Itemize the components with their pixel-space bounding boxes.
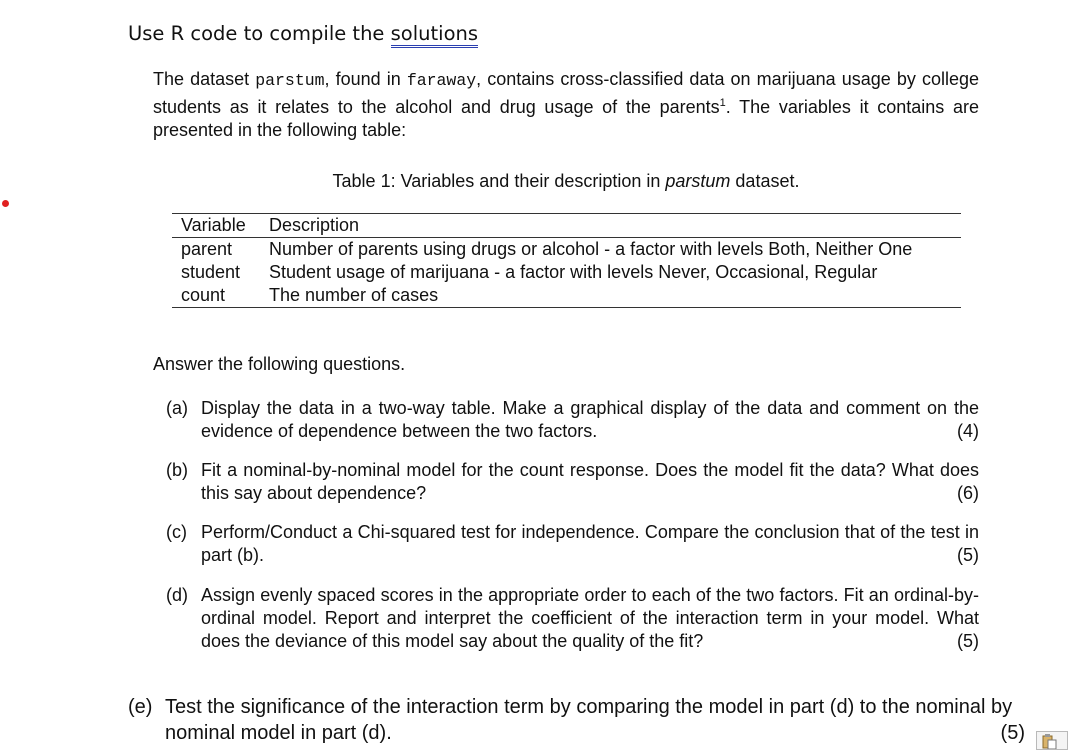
table-header-cell: Variable (172, 214, 260, 238)
table-cell: parent (181, 239, 233, 259)
intro-text-4: . The variables it contains are presented in the following table: (153, 97, 980, 140)
question-a (166, 397, 979, 443)
page-heading (128, 22, 478, 45)
table-header-cell: Description (260, 214, 961, 238)
table-header-row (172, 214, 961, 238)
question-label: (a) (166, 398, 188, 418)
table-caption (153, 171, 979, 192)
package-name-code: faraway (406, 71, 477, 90)
caption-prefix: Table 1: Variables and their description in (332, 171, 666, 191)
question-points: (5) (957, 631, 979, 651)
question-points: (5) (1000, 722, 1025, 744)
question-label: (b) (166, 460, 188, 480)
intro-paragraph (153, 68, 979, 142)
variables-table (172, 213, 961, 308)
intro-text-1: The dataset (153, 69, 256, 89)
table-cell: The number of cases (260, 284, 961, 308)
table-cell: student (181, 262, 241, 282)
question-points: (4) (957, 421, 979, 441)
solutions-link-text: solutions (391, 22, 478, 48)
clipboard-paste-icon-graphic (1037, 732, 1067, 749)
table-row (172, 261, 961, 284)
question-text: Perform/Conduct a Chi-squared test for independence. Compare the conclusion that of the test in part (b). (201, 522, 979, 565)
caption-dataset: parstum (665, 171, 731, 191)
question-text: Fit a nominal-by-nominal model for the count response. Does the model fit the data? What does this say about dependence? (201, 460, 979, 503)
question-b (166, 459, 979, 505)
question-text: Assign evenly spaced scores in the appropriate order to each of the two factors. Fit an ordinal-by-ordinal model. Report and interpret the coefficient of the interaction term in your model. What does the deviance of this model say about the quality of the fit? (201, 585, 979, 651)
question-points: (6) (957, 483, 979, 503)
question-label: (d) (166, 585, 188, 605)
question-e (128, 694, 1025, 746)
question-text: Display the data in a two-way table. Make a graphical display of the data and comment on the evidence of dependence between the two factors. (201, 398, 979, 441)
question-label: (e) (128, 696, 153, 718)
dataset-name-code: parstum (255, 71, 325, 90)
intro-text-2: , found in (324, 69, 407, 89)
question-c (166, 521, 979, 567)
answer-prompt: Answer the following questions. (153, 354, 406, 374)
table-cell: Number of parents using drugs or alcohol - a factor with levels Both, Neither One (269, 239, 913, 259)
footnote-marker: 1 (719, 97, 726, 109)
question-d (166, 584, 979, 653)
question-points: (5) (957, 545, 979, 565)
table-row (172, 284, 961, 308)
question-text: Test the significance of the interaction term by comparing the model in part (d) to the nominal by nominal model in part (d). (165, 696, 1013, 744)
table-cell: count (172, 284, 260, 308)
table-row (172, 238, 961, 262)
table-cell: Student usage of marijuana - a factor with levels Never, Occasional, Regular (269, 262, 878, 282)
question-label: (c) (166, 522, 187, 542)
red-dot-icon (2, 200, 9, 207)
clipboard-paste-icon[interactable] (1036, 731, 1068, 750)
intro-text-3: , contains cross-classified data on marijuana usage by college students as it relates to the alcohol and drug usage of the parents (153, 69, 979, 117)
heading-text: Use R code to compile the (128, 22, 391, 45)
caption-suffix: dataset. (730, 171, 800, 191)
